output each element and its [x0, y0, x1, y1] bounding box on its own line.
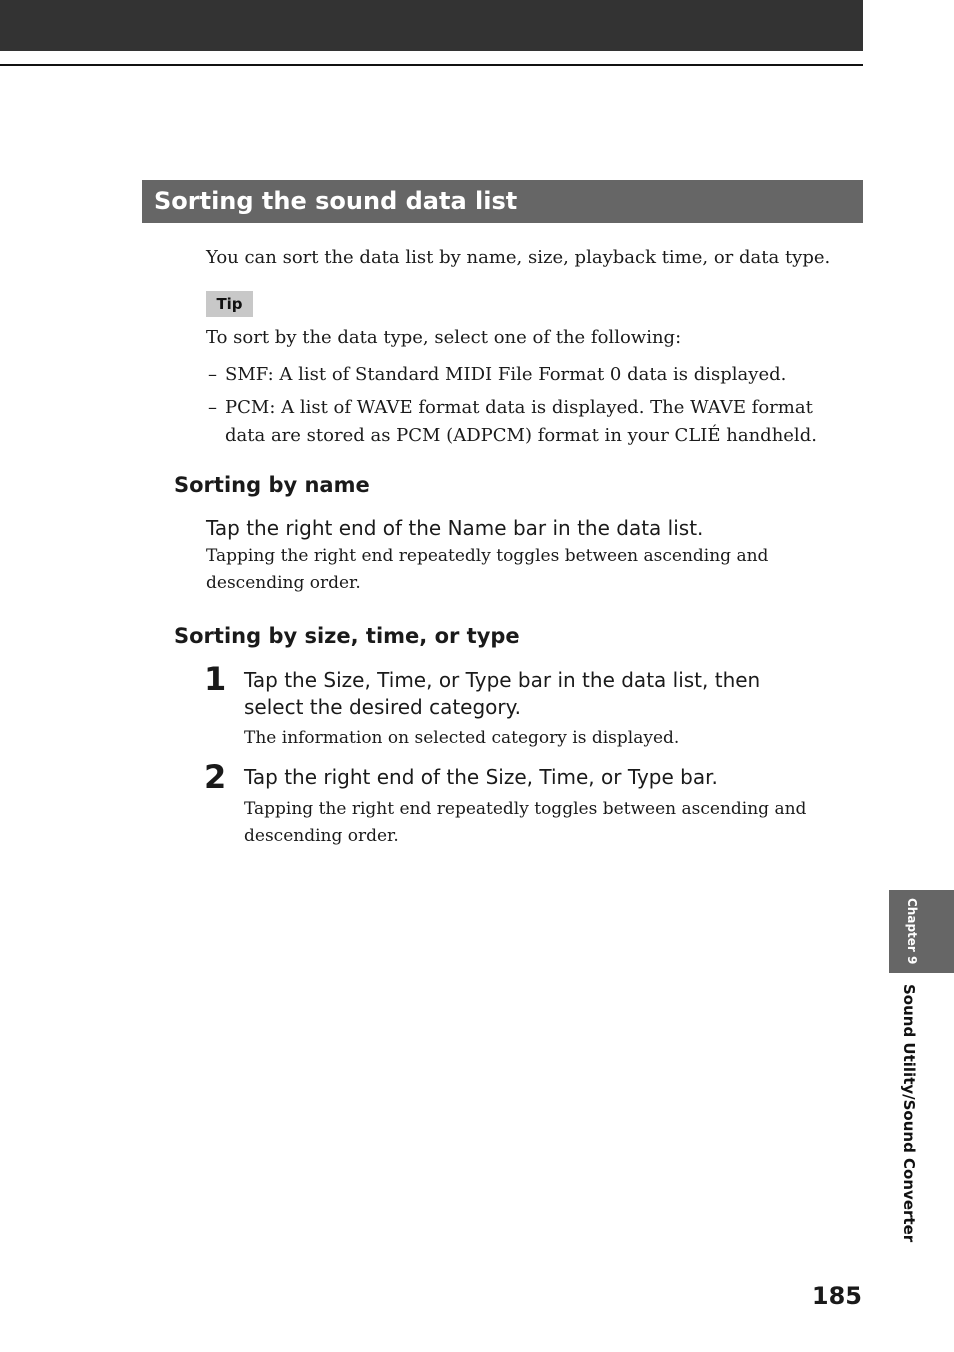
page-number: 185: [811, 1282, 862, 1310]
chapter-tab: [889, 890, 954, 973]
intro-text: You can sort the data list by name, size, playback time, or data type.: [206, 247, 831, 268]
step-1-instruction: Tap the Size, Time, or Type bar in the data list, then select the desired category.: [244, 668, 761, 719]
tip-item-smf: [208, 361, 838, 389]
tip-item-text: SMF: A list of Standard MIDI File Format 0 data is displayed.: [225, 364, 787, 385]
section-title: Sorting the sound data list: [142, 180, 863, 223]
header-rule: [0, 64, 863, 66]
chapter-label: Chapter 9: [905, 898, 919, 965]
instruction-sort-by-name: Tap the right end of the Name bar in the data list.: [206, 516, 704, 540]
step-1-note: The information on selected category is displayed.: [244, 728, 680, 748]
dash-marker: –: [208, 364, 217, 385]
step-number-2: 2: [204, 758, 227, 796]
header-bar: [0, 0, 863, 51]
step-2-instruction: Tap the right end of the Size, Time, or Type bar.: [244, 765, 718, 789]
subheading-sort-by-name: Sorting by name: [174, 473, 370, 497]
chapter-title: Sound Utility/Sound Converter: [900, 984, 918, 1243]
tip-badge: Tip: [206, 291, 253, 317]
tip-item-pcm: [208, 394, 838, 450]
step-number-1: 1: [204, 660, 227, 698]
dash-marker: –: [208, 397, 217, 418]
subheading-sort-by-size: Sorting by size, time, or type: [174, 624, 520, 648]
note-sort-by-name: Tapping the right end repeatedly toggles between ascending and descending order.: [206, 546, 769, 593]
step-2-note: Tapping the right end repeatedly toggles between ascending and descending order.: [244, 799, 807, 846]
tip-item-text: PCM: A list of WAVE format data is displayed. The WAVE format data are stored as PCM (ADPCM) format in your CLIÉ handheld.: [225, 397, 817, 446]
tip-lead: To sort by the data type, select one of the following:: [206, 327, 682, 348]
